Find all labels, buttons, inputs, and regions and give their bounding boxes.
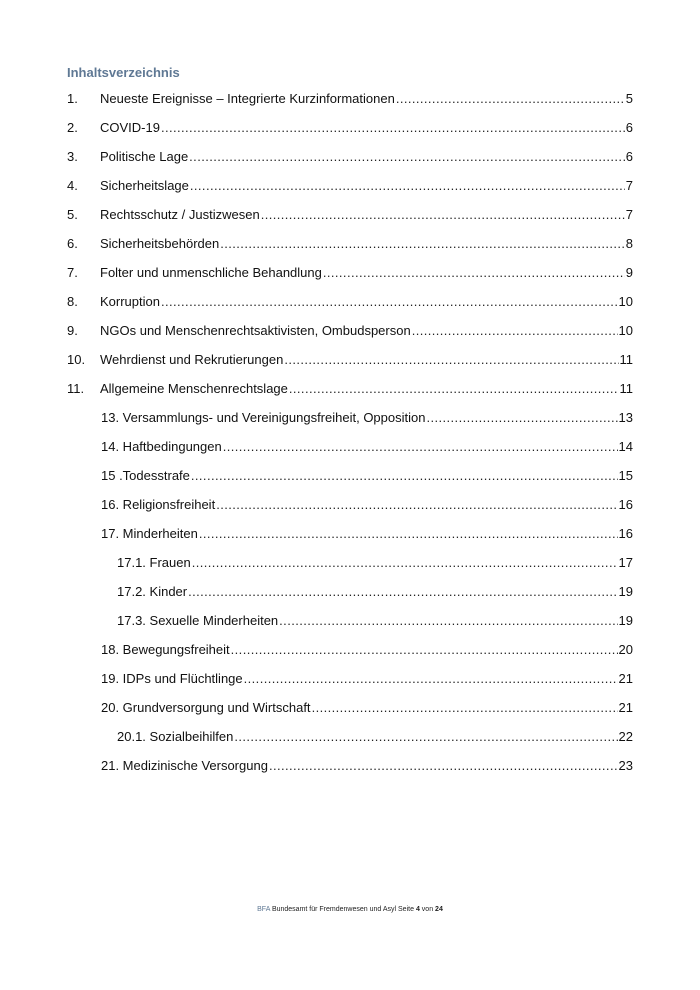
dot-leader bbox=[189, 147, 625, 167]
dot-leader bbox=[396, 89, 625, 109]
toc-entry-label: 20. Grundversorgung und Wirtschaft bbox=[101, 700, 311, 715]
toc-entry-page: 11 bbox=[619, 381, 633, 396]
toc-entry-page: 16 bbox=[618, 526, 633, 541]
toc-entry-page: 19 bbox=[618, 613, 633, 628]
toc-entry-label: 15 .Todesstrafe bbox=[101, 468, 190, 483]
toc-entry[interactable] bbox=[67, 292, 633, 312]
dot-leader bbox=[220, 234, 625, 254]
toc-subentry[interactable] bbox=[101, 698, 633, 718]
toc-entry-page: 22 bbox=[618, 729, 633, 744]
toc-subentry[interactable] bbox=[101, 640, 633, 660]
dot-leader bbox=[234, 727, 617, 747]
toc-entry-number: 11. bbox=[67, 381, 85, 396]
toc-entry-label: Sicherheitslage bbox=[100, 178, 189, 193]
toc-entry-number: 9. bbox=[67, 323, 78, 338]
footer-brand: BFA bbox=[257, 906, 270, 913]
dot-leader bbox=[312, 698, 618, 718]
toc-entry[interactable] bbox=[67, 321, 633, 341]
toc-entry-page: 21 bbox=[618, 700, 633, 715]
dot-leader bbox=[223, 437, 618, 457]
toc-entry-page: 16 bbox=[618, 497, 633, 512]
toc-entry-number: 2. bbox=[67, 120, 78, 135]
toc-entry-number: 8. bbox=[67, 294, 78, 309]
toc-entry-page: 11 bbox=[619, 352, 633, 367]
toc-title: Inhaltsverzeichnis bbox=[67, 65, 180, 80]
toc-entry[interactable] bbox=[67, 350, 633, 370]
toc-entry[interactable] bbox=[67, 234, 633, 254]
toc-subentry[interactable] bbox=[101, 756, 633, 776]
toc-entry-page: 10 bbox=[618, 323, 633, 338]
dot-leader bbox=[216, 495, 617, 515]
toc-entry-label: Folter und unmenschliche Behandlung bbox=[100, 265, 322, 280]
dot-leader bbox=[190, 176, 625, 196]
toc-subsubentry[interactable] bbox=[117, 611, 633, 631]
toc-entry[interactable] bbox=[67, 118, 633, 138]
toc-entry-number: 4. bbox=[67, 178, 78, 193]
toc-entry-label: Rechtsschutz / Justizwesen bbox=[100, 207, 260, 222]
toc-entry-page: 21 bbox=[618, 671, 633, 686]
toc-entry-label: 21. Medizinische Versorgung bbox=[101, 758, 268, 773]
toc-entry[interactable] bbox=[67, 263, 633, 283]
toc-entry-label: 17.1. Frauen bbox=[117, 555, 191, 570]
dot-leader bbox=[192, 553, 618, 573]
toc-entry-number: 3. bbox=[67, 149, 78, 164]
dot-leader bbox=[269, 756, 618, 776]
toc-entry-page: 5 bbox=[625, 91, 633, 106]
page-footer bbox=[0, 906, 700, 913]
toc-entry-page: 20 bbox=[618, 642, 633, 657]
toc-entry-page: 23 bbox=[618, 758, 633, 773]
toc-subentry[interactable] bbox=[101, 466, 633, 486]
toc-entry-label: 16. Religionsfreiheit bbox=[101, 497, 216, 512]
toc-subsubentry[interactable] bbox=[117, 553, 633, 573]
toc-entry-label: 19. IDPs und Flüchtlinge bbox=[101, 671, 243, 686]
toc-entry-label: COVID-19 bbox=[100, 120, 160, 135]
toc-entry[interactable] bbox=[67, 379, 633, 399]
toc-subsubentry[interactable] bbox=[117, 582, 633, 602]
footer-page-current: 4 bbox=[415, 906, 420, 913]
toc-entry-number: 7. bbox=[67, 265, 78, 280]
toc-subentry[interactable] bbox=[101, 408, 633, 428]
toc-entry-label: 13. Versammlungs- und Vereinigungsfreiheit, Opposition bbox=[101, 410, 426, 425]
dot-leader bbox=[426, 408, 617, 428]
toc-entry-page: 17 bbox=[618, 555, 633, 570]
dot-leader bbox=[188, 582, 617, 602]
toc-entry-page: 6 bbox=[625, 149, 633, 164]
footer-page-total: 24 bbox=[435, 906, 443, 913]
toc-entry-page: 8 bbox=[625, 236, 633, 251]
toc-entry-page: 13 bbox=[618, 410, 633, 425]
dot-leader bbox=[289, 379, 619, 399]
toc-entry-label: 17.3. Sexuelle Minderheiten bbox=[117, 613, 279, 628]
toc-entry-page: 10 bbox=[618, 294, 633, 309]
toc-entry[interactable] bbox=[67, 176, 633, 196]
toc-subentry[interactable] bbox=[101, 669, 633, 689]
toc-subsubentry[interactable] bbox=[117, 727, 633, 747]
dot-leader bbox=[412, 321, 618, 341]
dot-leader bbox=[279, 611, 617, 631]
toc-subentry[interactable] bbox=[101, 495, 633, 515]
dot-leader bbox=[231, 640, 618, 660]
toc-entry-label: 17. Minderheiten bbox=[101, 526, 198, 541]
toc-entry-label: Politische Lage bbox=[100, 149, 189, 164]
toc-entry-number: 5. bbox=[67, 207, 78, 222]
dot-leader bbox=[261, 205, 625, 225]
toc-entry-label: Wehrdienst und Rekrutierungen bbox=[100, 352, 284, 367]
toc-entry-label: 18. Bewegungsfreiheit bbox=[101, 642, 230, 657]
toc-entry-page: 9 bbox=[625, 265, 633, 280]
toc-subentry[interactable] bbox=[101, 437, 633, 457]
toc-entry-number: 10. bbox=[67, 352, 86, 367]
dot-leader bbox=[161, 118, 625, 138]
dot-leader bbox=[323, 263, 625, 283]
footer-of-word: von bbox=[421, 906, 434, 913]
toc-entry[interactable] bbox=[67, 205, 633, 225]
dot-leader bbox=[244, 669, 618, 689]
toc-entry-page: 15 bbox=[618, 468, 633, 483]
dot-leader bbox=[191, 466, 618, 486]
toc-entry-label: NGOs und Menschenrechtsaktivisten, Ombudsperson bbox=[100, 323, 411, 338]
toc-entry-page: 14 bbox=[618, 439, 633, 454]
toc-entry-label: Korruption bbox=[100, 294, 160, 309]
dot-leader bbox=[199, 524, 618, 544]
toc-entry-page: 7 bbox=[625, 207, 633, 222]
toc-subentry[interactable] bbox=[101, 524, 633, 544]
toc-entry-page: 19 bbox=[618, 584, 633, 599]
toc-entry[interactable] bbox=[67, 89, 633, 109]
toc-entry[interactable] bbox=[67, 147, 633, 167]
dot-leader bbox=[284, 350, 618, 370]
dot-leader bbox=[161, 292, 618, 312]
toc-entry-label: Sicherheitsbehörden bbox=[100, 236, 220, 251]
footer-org: Bundesamt für Fremdenwesen und Asyl bbox=[271, 906, 397, 913]
toc-entry-label: Allgemeine Menschenrechtslage bbox=[100, 381, 288, 396]
toc-entry-label: 20.1. Sozialbeihilfen bbox=[117, 729, 234, 744]
toc-entry-number: 1. bbox=[67, 91, 78, 106]
toc-entry-label: 14. Haftbedingungen bbox=[101, 439, 222, 454]
toc-entry-number: 6. bbox=[67, 236, 78, 251]
toc-entry-page: 7 bbox=[625, 178, 633, 193]
toc-entry-label: 17.2. Kinder bbox=[117, 584, 188, 599]
toc-entry-page: 6 bbox=[625, 120, 633, 135]
toc-entry-label: Neueste Ereignisse – Integrierte Kurzinformationen bbox=[100, 91, 395, 106]
footer-page-word: Seite bbox=[398, 906, 414, 913]
